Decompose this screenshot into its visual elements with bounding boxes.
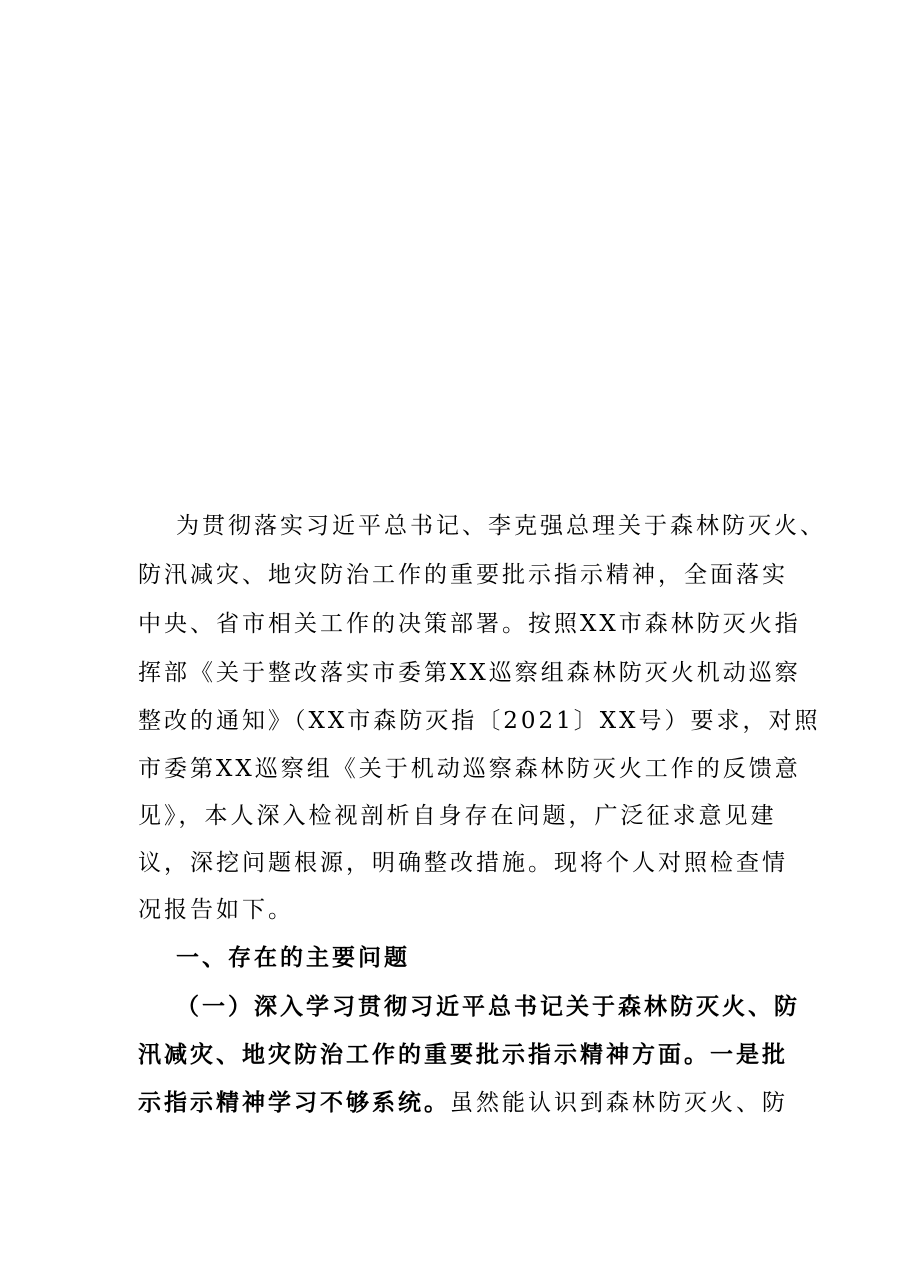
intro-paragraph-line: 整改的通知》（XX市森防灭指〔2021〕XX号）要求，对照 bbox=[138, 708, 821, 734]
intro-paragraph-line: 挥部《关于整改落实市委第XX巡察组森林防灭火机动巡察 bbox=[138, 660, 801, 686]
intro-paragraph-line: 议，深挖问题根源，明确整改措施。现将个人对照检查情 bbox=[138, 850, 788, 876]
intro-paragraph-line: 见》，本人深入检视剖析自身存在问题，广泛征求意见建 bbox=[138, 803, 777, 829]
document-title-line-1 bbox=[0, 148, 909, 188]
section-heading: 一、存在的主要问题 bbox=[176, 944, 410, 971]
subsection-heading-line: （一）深入学习贯彻习近平总书记关于森林防灭火、防 bbox=[176, 993, 800, 1020]
point-body-text: 虽然能认识到森林防灭火、防 bbox=[450, 1090, 788, 1116]
subsection-heading-line: 汛减灾、地灾防治工作的重要批示指示精神方面。一是批 bbox=[138, 1041, 788, 1068]
document-title-line-3 bbox=[0, 376, 909, 416]
intro-paragraph-line: 为贯彻落实习近平总书记、李克强总理关于森林防灭火、 bbox=[176, 513, 826, 539]
intro-paragraph-line: 市委第XX巡察组《关于机动巡察森林防灭火工作的反馈意 bbox=[138, 756, 801, 782]
intro-paragraph-line: 中央、省市相关工作的决策部署。按照XX市森林防灭火指 bbox=[138, 611, 801, 637]
intro-paragraph-line: 况报告如下。 bbox=[138, 897, 294, 923]
intro-paragraph-line: 防汛减灾、地灾防治工作的重要批示指示精神，全面落实 bbox=[138, 562, 788, 588]
subsection-mixed-line bbox=[138, 1088, 788, 1118]
point-lead-text: 示指示精神学习不够系统。 bbox=[138, 1089, 450, 1116]
document-title-line-2 bbox=[0, 262, 909, 302]
